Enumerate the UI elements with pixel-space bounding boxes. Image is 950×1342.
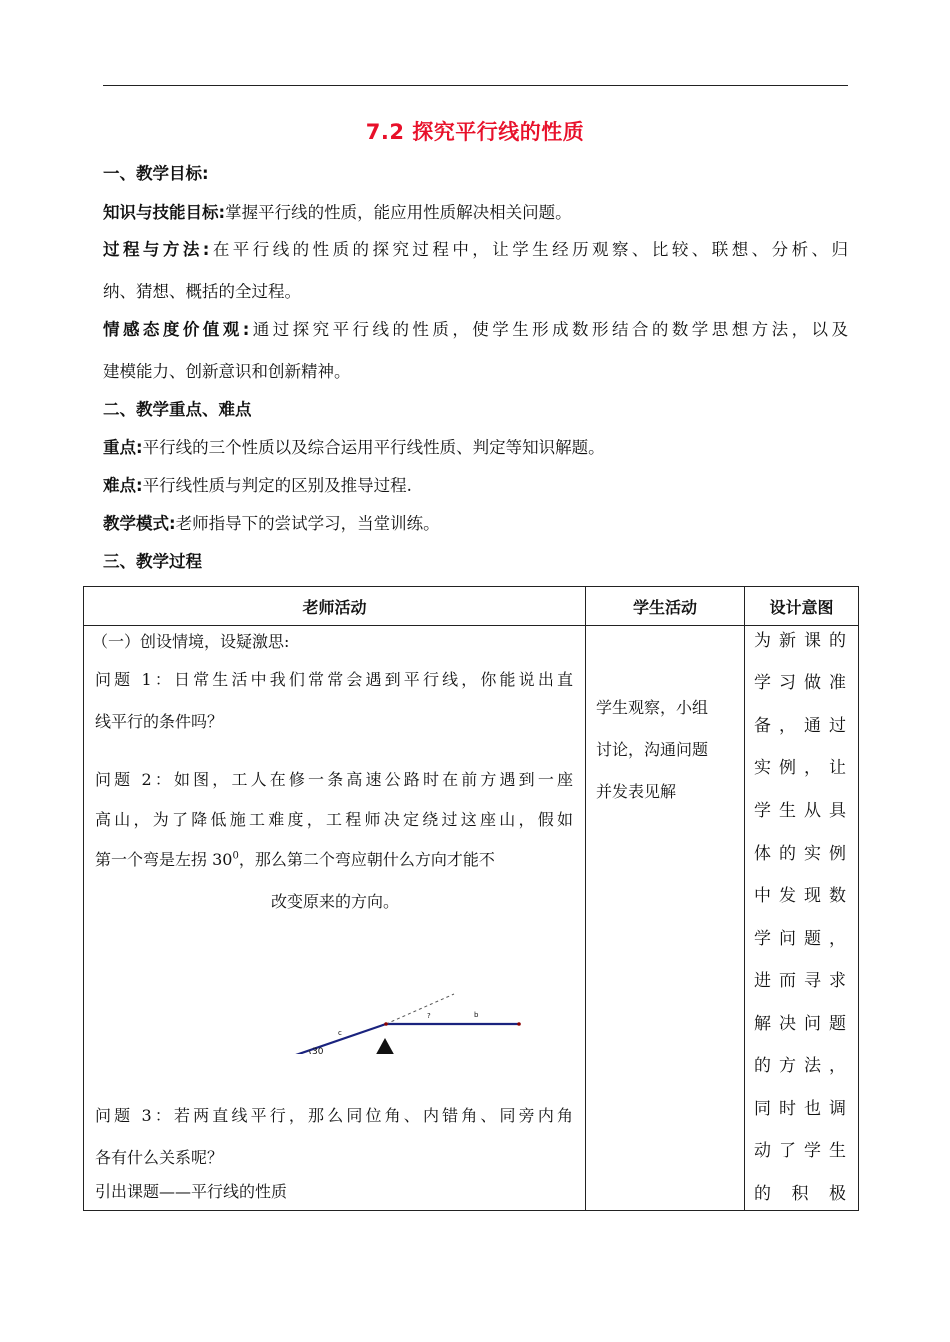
process-paragraph-line1 [103,240,848,260]
page-title: 7.2 探究平行线的性质 [365,120,585,144]
q2-line3-a: 第一个弯是左拐 30 [95,850,233,869]
design-line-10: 解决问题 [754,1014,846,1034]
q2-line3 [95,850,573,870]
attitude-paragraph-line1 [103,320,848,340]
q1-line2: 线平行的条件吗？ [95,712,224,731]
label-b: b [474,1011,479,1019]
design-line-6: 体的实例 [754,844,846,864]
q2-line4: 改变原来的方向。 [270,892,399,911]
q2-line2: 高山，为了降低施工难度，工程师决定绕过这座山，假如 [95,810,573,829]
q2-line3-b: ，那么第二个弯应朝什么方向才能不 [238,850,495,869]
design-line-4: 实例，让 [754,758,846,778]
design-line-8: 学问题， [754,929,846,949]
student-line-3: 并发表见解 [596,782,677,801]
design-line-12: 同时也调 [754,1099,846,1119]
q3-line1: 问题 3：若两直线平行，那么同位角、内错角、同旁内角 [95,1106,573,1125]
design-line-1: 为新课的 [754,631,846,651]
reference-dash-2 [386,994,454,1024]
knowledge-label: 知识与技能目标: [103,203,226,222]
mountain-icon [374,1038,396,1054]
attitude-text-1: 通过探究平行线的性质，使学生形成数形结合的数学思想方法，以及 [249,320,848,339]
header-design-intent: 设计意图 [745,587,859,626]
design-line-14: 的积极 [754,1184,846,1204]
attitude-text-2: 建模能力、创新意识和创新精神。 [103,362,351,381]
difficult-paragraph [103,476,412,496]
road-diagram [139,944,529,1054]
design-intent-cell [745,626,859,1211]
design-line-2: 学习做准 [754,673,846,693]
q3-line2: 各有什么关系呢？ [95,1148,224,1167]
table-header-row [84,587,859,626]
key-heading: 二、教学重点、难点 [103,400,252,419]
design-line-7: 中发现数 [754,886,846,906]
key-paragraph [103,438,605,458]
angle-label: 30 [312,1047,324,1054]
degree-sup: 0 [232,850,239,862]
difficult-label: 难点: [103,476,143,495]
mode-paragraph [103,514,440,534]
student-line-1: 学生观察，小组 [596,698,709,717]
label-c: c [338,1029,342,1037]
q2-line1: 问题 2：如图，工人在修一条高速公路时在前方遇到一座 [95,770,573,789]
process-text-2: 纳、猜想、概括的全过程。 [103,282,301,301]
process-label: 过程与方法: [103,240,210,259]
difficult-text: 平行线性质与判定的区别及推导过程. [142,476,412,495]
design-line-5: 学生从具 [754,801,846,821]
mode-text: 老师指导下的尝试学习，当堂训练。 [175,514,440,533]
key-text: 平行线的三个性质以及综合运用平行线性质、判定等知识解题。 [142,438,605,457]
header-student-activity: 学生活动 [586,587,745,626]
header-teacher-activity: 老师活动 [84,587,586,626]
design-line-13: 动了学生 [754,1141,846,1161]
goals-heading: 一、教学目标: [103,164,209,183]
teaching-process-table [83,586,859,1211]
mode-label: 教学模式: [103,514,176,533]
label-angle-mark: ? [427,1012,431,1020]
lead-in-text: 引出课题——平行线的性质 [95,1182,288,1201]
design-line-3: 备，通过 [754,716,846,736]
step1-text: （一）创设情境，设疑激思: [92,632,290,651]
bend-point-2 [384,1022,388,1026]
knowledge-paragraph [103,203,572,223]
q1-line1: 问题 1：日常生活中我们常常会遇到平行线，你能说出直 [95,670,573,689]
design-line-9: 进而寻求 [754,971,846,991]
process-text-1: 在平行线的性质的探究过程中，让学生经历观察、比较、联想、分析、归 [209,240,848,259]
table-row [84,626,859,1211]
header-rule [103,85,848,86]
attitude-label: 情感态度价值观: [103,320,250,339]
student-line-2: 讨论，沟通问题 [596,740,709,759]
teacher-activity-cell [84,626,586,1211]
student-activity-cell [586,626,745,1211]
endpoint-right [517,1022,521,1026]
process-heading: 三、教学过程 [103,552,202,571]
key-label: 重点: [103,438,143,457]
knowledge-text: 掌握平行线的性质，能应用性质解决相关问题。 [225,203,572,222]
design-line-11: 的方法， [754,1056,846,1076]
